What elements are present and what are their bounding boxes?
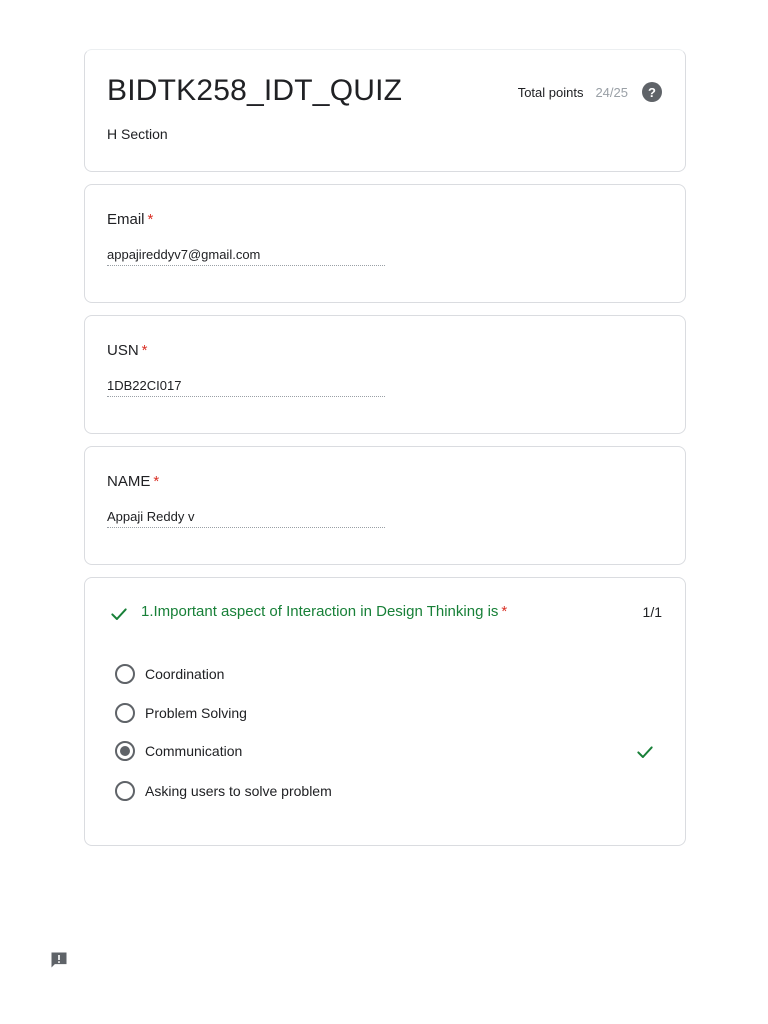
- option-coordination[interactable]: [115, 664, 224, 684]
- option-problem-solving[interactable]: [115, 703, 247, 723]
- option-label: Asking users to solve problem: [145, 783, 332, 799]
- points-value: 24/25: [595, 84, 628, 100]
- check-icon: [109, 604, 129, 624]
- name-card: [84, 446, 686, 565]
- option-asking-users[interactable]: [115, 781, 332, 801]
- radio-button[interactable]: [115, 703, 135, 723]
- email-label: [107, 211, 153, 228]
- correct-check-icon: [635, 742, 655, 762]
- email-field: appajireddyv7@gmail.com: [107, 247, 385, 266]
- usn-label-text: USN: [107, 342, 139, 359]
- option-label: Problem Solving: [145, 705, 247, 721]
- required-mark: *: [147, 211, 154, 228]
- option-label: Coordination: [145, 666, 225, 682]
- question-card: [84, 577, 686, 846]
- help-icon[interactable]: ?: [642, 82, 662, 102]
- required-mark: *: [501, 603, 508, 620]
- email-label-text: Email: [107, 211, 145, 228]
- question-title: [141, 603, 507, 620]
- total-points: [518, 82, 662, 102]
- form-title: BIDTK258_IDT_QUIZ: [107, 74, 403, 107]
- email-card: [84, 184, 686, 303]
- required-mark: *: [153, 473, 160, 490]
- question-score: 1/1: [642, 604, 662, 620]
- report-feedback-icon[interactable]: [49, 950, 69, 970]
- name-label-text: NAME: [107, 473, 151, 490]
- usn-field: 1DB22CI017: [107, 378, 385, 397]
- name-label: [107, 473, 159, 490]
- radio-button-selected[interactable]: [115, 741, 135, 761]
- question-text: 1.Important aspect of Interaction in Design Thinking is: [141, 603, 499, 620]
- name-field: Appaji Reddy v: [107, 509, 385, 528]
- radio-button[interactable]: [115, 781, 135, 801]
- form-subtitle: H Section: [107, 126, 168, 142]
- option-communication[interactable]: [115, 741, 242, 761]
- usn-label: [107, 342, 148, 359]
- points-label: Total points: [517, 84, 584, 100]
- required-mark: *: [141, 342, 148, 359]
- form-header-card: [84, 49, 686, 172]
- option-label: Communication: [145, 743, 243, 759]
- radio-button[interactable]: [115, 664, 135, 684]
- usn-card: [84, 315, 686, 434]
